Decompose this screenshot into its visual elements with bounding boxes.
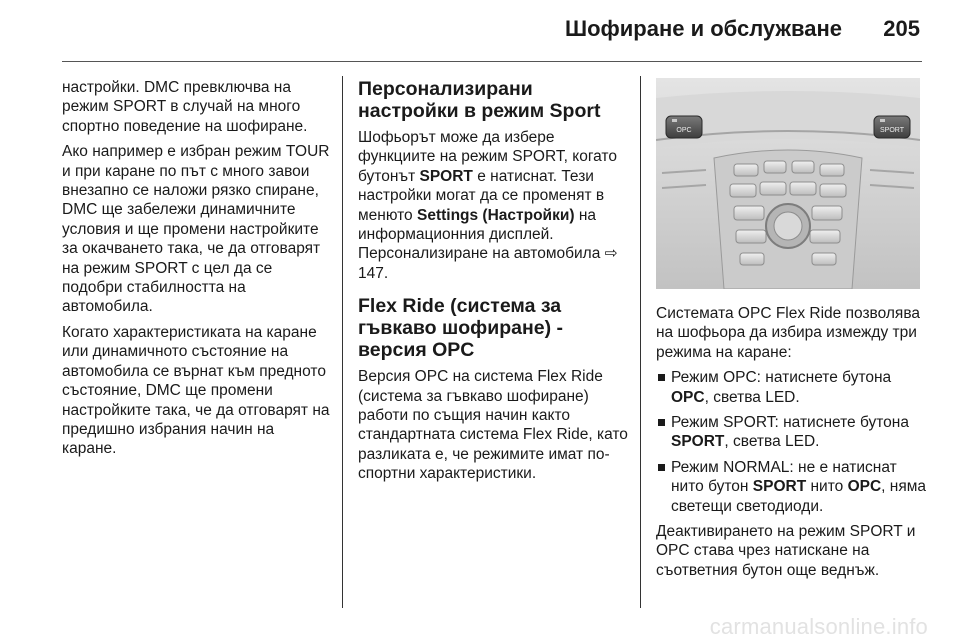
paragraph: Ако например е избран режим TOUR и при каране по път с много завои внезапно се наложи рязко спиране, DMC ще забележи динамичните условия и ще промени настройките за окачването така, че да отговарят на режим SPORT с цел да се подобри стабилността на автомобила. bbox=[62, 143, 330, 316]
paragraph: настройки. DMC превключва на режим SPORT в случай на много спортно поведение на шофиране. bbox=[62, 79, 308, 135]
bullet-square-icon bbox=[658, 464, 665, 471]
text-column-2 bbox=[358, 78, 628, 490]
page-reference-icon: ⇨ bbox=[604, 245, 618, 263]
page-header bbox=[0, 0, 960, 62]
paragraph: Когато характеристиката на каране или динамичното състояние на автомобила се върнат към предното състояние, DMC ще промени настройките така, че да отговарят на предишно избрания начин на каране. bbox=[62, 323, 330, 458]
section-heading: Персонализирани настройки в режим Sport bbox=[358, 78, 601, 122]
paragraph: Версия OPC на система Flex Ride (система за гъвкаво шофиране) работи по същия начин както стандартната система Flex Ride, като разликата е, че режимите имат по-спортни характеристики. bbox=[358, 368, 628, 483]
paragraph: Шофьорът може да избере функциите на режим SPORT, когато бутонът SPORT е натиснат. Тези настройки могат да се променят в менюто Settings (Настройки) на информационния дисплей. Персонализиране на автомобила ⇨ 147. bbox=[358, 129, 618, 282]
list-item: Режим OPC: натиснете бутона OPC, светва LED. bbox=[656, 368, 926, 407]
watermark: carmanualsonline.info bbox=[709, 614, 928, 639]
section-heading: Flex Ride (система за гъвкаво шофиране) - версия OPC bbox=[358, 295, 563, 362]
header-rule bbox=[62, 61, 922, 62]
page-number: 205 bbox=[883, 16, 920, 41]
opc-button-label: OPC bbox=[676, 127, 692, 134]
bullet-square-icon bbox=[658, 419, 665, 426]
list-item: Режим NORMAL: не е натиснат нито бутон SPORT нито OPC, няма светещи светодиоди. bbox=[656, 458, 926, 516]
sport-button-label: SPORT bbox=[880, 127, 904, 134]
text-column-3 bbox=[656, 304, 926, 586]
column-divider-2 bbox=[640, 76, 641, 608]
paragraph: Деактивирането на режим SPORT и OPC става чрез натискане на съответния бутон още веднъж. bbox=[656, 523, 916, 579]
text-column-1 bbox=[62, 78, 330, 465]
console-photo bbox=[656, 78, 920, 289]
list-item: Режим SPORT: натиснете бутона SPORT, светва LED. bbox=[656, 413, 926, 452]
header-title: Шофиране и обслужване bbox=[564, 16, 842, 41]
bullet-square-icon bbox=[658, 374, 665, 381]
mode-list bbox=[656, 368, 926, 516]
paragraph: Системата OPC Flex Ride позволява на шофьора да избира измежду три режима на каране: bbox=[656, 305, 921, 361]
column-divider-1 bbox=[342, 76, 343, 608]
